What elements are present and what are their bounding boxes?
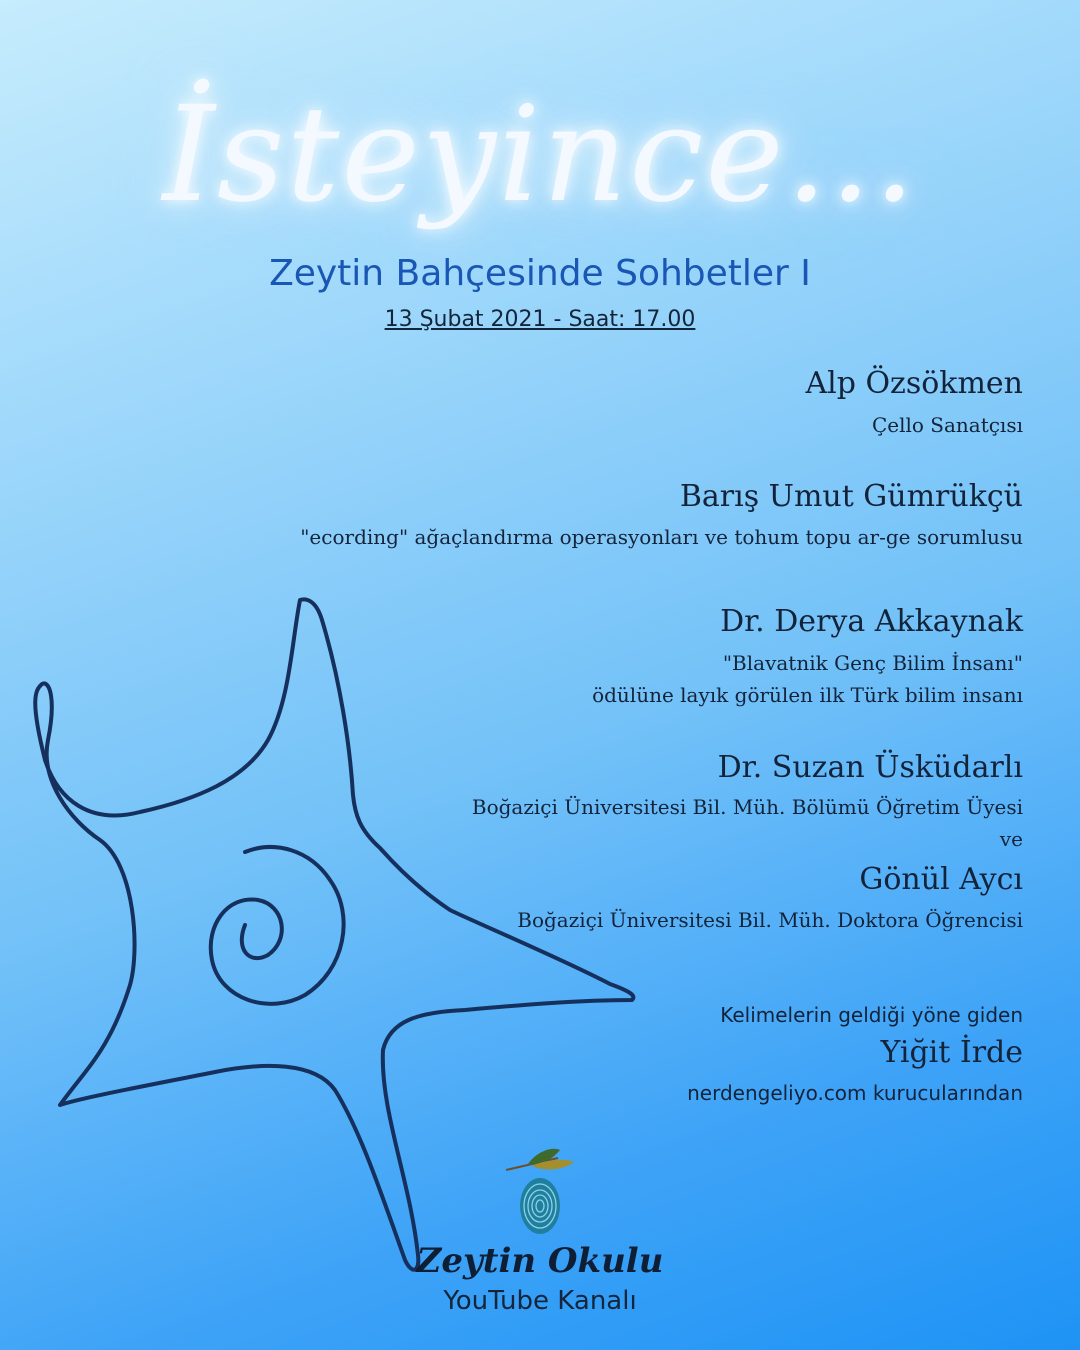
brand-name: Zeytin Okulu <box>416 1241 664 1281</box>
poster-subtitle: Zeytin Bahçesinde Sohbetler I <box>269 253 811 294</box>
speaker-role: "ecording" ağaçlandırma operasyonları ve tohum topu ar-ge sorumlusu <box>300 525 1023 549</box>
speaker-name: Barış Umut Gümrükçü <box>679 479 1023 514</box>
poster-title: İsteyince... <box>162 78 918 232</box>
speaker-name: Gönül Aycı <box>859 862 1023 897</box>
speaker-name: Dr. Derya Akkaynak <box>720 604 1023 639</box>
speaker-role: Çello Sanatçısı <box>871 413 1023 437</box>
speaker-role: Boğaziçi Üniversitesi Bil. Müh. Bölümü Öğretim Üyesi <box>471 795 1023 819</box>
conjunction-text: ve <box>999 827 1023 851</box>
speaker-name: Yiğit İrde <box>880 1035 1023 1070</box>
olive-fingerprint-icon <box>498 1140 582 1240</box>
speaker-role: ödülüne layık görülen ilk Türk bilim insanı <box>592 683 1023 707</box>
speaker-name: Alp Özsökmen <box>805 366 1023 401</box>
speaker-role: "Blavatnik Genç Bilim İnsanı" <box>722 651 1023 675</box>
channel-label: YouTube Kanalı <box>443 1286 637 1316</box>
speaker-role: nerdengeliyo.com kurucularından <box>687 1081 1023 1105</box>
speaker-role: Boğaziçi Üniversitesi Bil. Müh. Doktora Öğrencisi <box>517 908 1023 932</box>
speaker-name: Dr. Suzan Üsküdarlı <box>717 750 1023 785</box>
event-date: 13 Şubat 2021 - Saat: 17.00 <box>384 307 696 332</box>
speaker-intro: Kelimelerin geldiği yöne giden <box>720 1003 1023 1027</box>
starfish-spiral <box>211 847 344 1004</box>
